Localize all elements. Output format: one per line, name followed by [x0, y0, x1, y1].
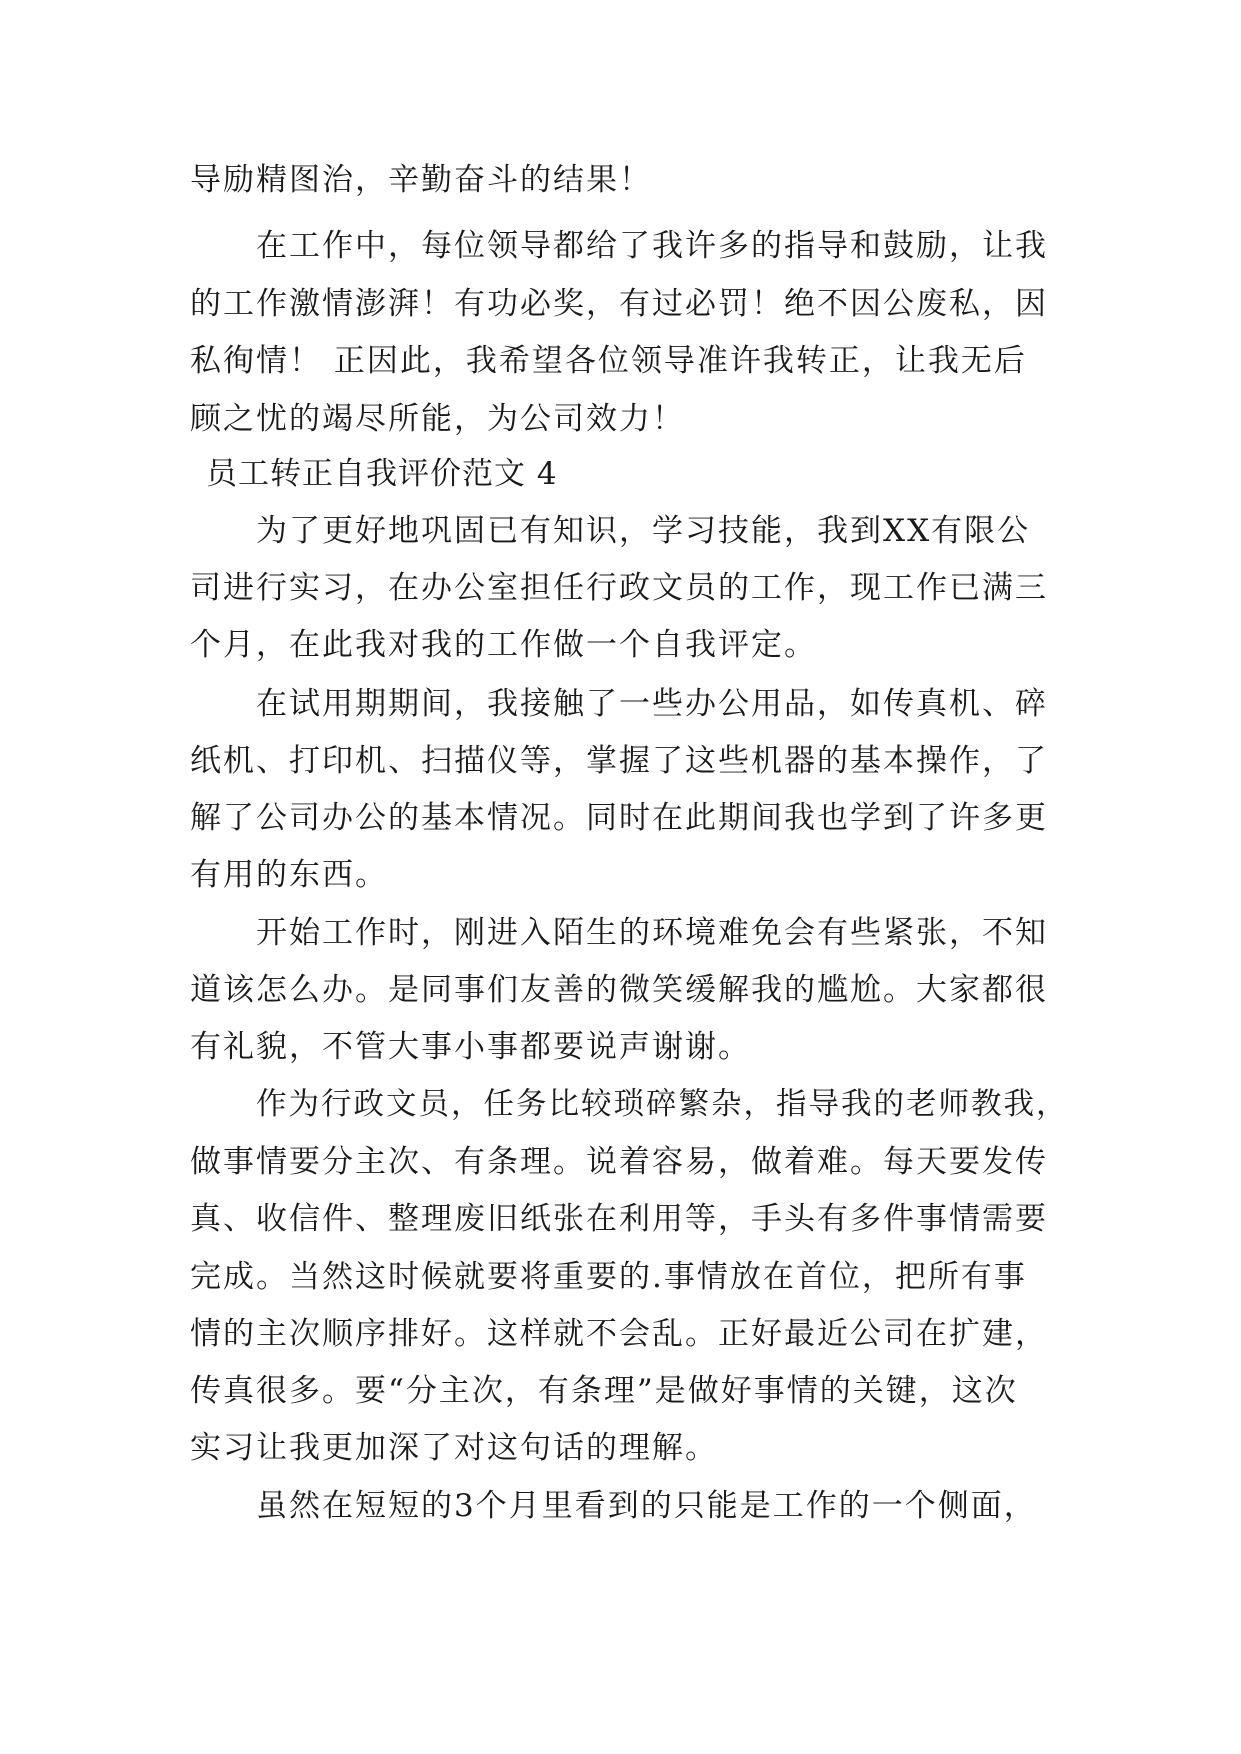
body-text-line: 有礼貌，不管大事小事都要说声谢谢。	[190, 1029, 751, 1065]
section-heading: 员工转正自我评价范文 4	[206, 456, 558, 492]
paragraph-first-line: 作为行政文员，任务比较琐碎繁杂，指导我的老师教我，	[256, 1087, 1069, 1122]
paragraph-first-line: 在试用期期间，我接触了一些办公用品，如传真机、碎	[256, 686, 1048, 722]
body-text-line: 做事情要分主次、有条理。说着容易，做着难。每天要发传	[190, 1144, 1048, 1180]
body-text-line: 完成。当然这时候就要将重要的.事情放在首位，把所有事	[190, 1259, 1027, 1295]
paragraph-first-line: 虽然在短短的3个月里看到的只能是工作的一个侧面，	[256, 1488, 1037, 1524]
body-text-line: 实习让我更加深了对这句话的理解。	[190, 1430, 718, 1466]
body-text-line: 私徇情！ 正因此，我希望各位领导准许我转正，让我无后	[190, 343, 1027, 379]
body-text-line: 的工作激情澎湃！有功必奖，有过必罚！绝不因公废私，因	[190, 286, 1048, 322]
body-text-line: 纸机、打印机、扫描仪等，掌握了这些机器的基本操作，了	[190, 743, 1048, 779]
paragraph-first-line: 在工作中，每位领导都给了我许多的指导和鼓励，让我	[256, 228, 1048, 264]
body-text-line: 情的主次顺序排好。这样就不会乱。正好最近公司在扩建，	[190, 1316, 1048, 1352]
body-text-line: 有用的东西。	[190, 857, 388, 893]
body-text-line: 司进行实习，在办公室担任行政文员的工作，现工作已满三	[190, 570, 1048, 606]
body-text-line: 导励精图治，辛勤奋斗的结果！	[190, 162, 652, 198]
paragraph-first-line: 开始工作时，刚进入陌生的环境难免会有些紧张，不知	[256, 915, 1048, 951]
body-text-line: 道该怎么办。是同事们友善的微笑缓解我的尴尬。大家都很	[190, 972, 1048, 1008]
body-text-line: 顾之忧的竭尽所能，为公司效力！	[190, 401, 685, 437]
body-text-line: 真、收信件、整理废旧纸张在利用等，手头有多件事情需要	[190, 1201, 1048, 1237]
body-text-line: 传真很多。要“分主次，有条理”是做好事情的关键，这次	[190, 1373, 1018, 1409]
paragraph-first-line: 为了更好地巩固已有知识，学习技能，我到XX有限公	[256, 513, 1031, 549]
body-text-line: 个月，在此我对我的工作做一个自我评定。	[190, 627, 817, 663]
body-text-line: 解了公司办公的基本情况。同时在此期间我也学到了许多更	[190, 800, 1048, 836]
